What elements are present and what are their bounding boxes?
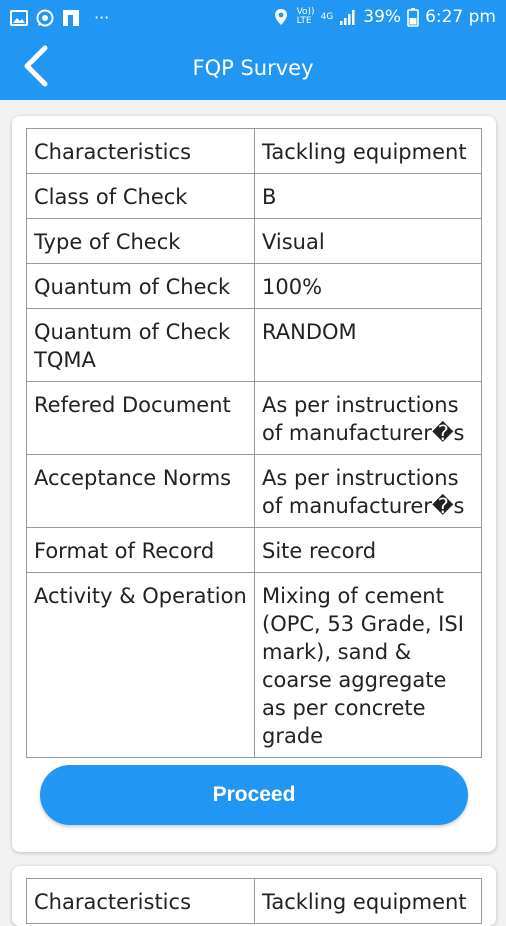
row-value: Site record: [255, 528, 482, 573]
table-row: [27, 879, 482, 924]
table-row: [27, 129, 482, 174]
status-bar: [0, 0, 506, 36]
whatsapp-icon: [36, 9, 54, 27]
survey-table: [26, 128, 482, 758]
row-label: Quantum of Check: [27, 264, 255, 309]
page-title: FQP Survey: [192, 56, 314, 80]
table-row: [27, 309, 482, 382]
signal-icon: [339, 8, 357, 26]
row-value: RANDOM: [255, 309, 482, 382]
battery-percent: 39%: [363, 7, 402, 27]
row-value: B: [255, 174, 482, 219]
table-row: [27, 264, 482, 309]
table-row: [27, 174, 482, 219]
row-label: Quantum of Check TQMA: [27, 309, 255, 382]
battery-icon: [407, 8, 419, 26]
row-label: Class of Check: [27, 174, 255, 219]
table-row: [27, 573, 482, 758]
table-row: [27, 528, 482, 573]
location-icon: [273, 8, 291, 26]
table-row: [27, 219, 482, 264]
volte-indicator: Vo)) LTE: [296, 7, 315, 26]
row-label: Activity & Operation: [27, 573, 255, 758]
image-icon: [10, 9, 28, 27]
row-value: As per instructions of manufacturer�s: [255, 382, 482, 455]
row-value: Tackling equipment: [255, 879, 482, 924]
row-value: 100%: [255, 264, 482, 309]
more-notifications: ···: [94, 8, 110, 27]
row-value: Tackling equipment: [255, 129, 482, 174]
flipboard-icon: [62, 9, 80, 27]
row-value: Mixing of cement (OPC, 53 Grade, ISI mark), sand & coarse aggregate as per concrete grade: [255, 573, 482, 758]
row-label: Refered Document: [27, 382, 255, 455]
network-type: 4G: [320, 11, 334, 22]
next-survey-card: [12, 866, 496, 926]
clock: 6:27 pm: [425, 7, 496, 27]
survey-card: [12, 116, 496, 852]
row-label: Characteristics: [27, 879, 255, 924]
table-row: [27, 455, 482, 528]
survey-table: [26, 878, 482, 924]
row-value: Visual: [255, 219, 482, 264]
row-label: Characteristics: [27, 129, 255, 174]
app-bar: [0, 36, 506, 100]
row-label: Type of Check: [27, 219, 255, 264]
row-label: Acceptance Norms: [27, 455, 255, 528]
proceed-button[interactable]: Proceed: [40, 765, 468, 825]
row-label: Format of Record: [27, 528, 255, 573]
table-row: [27, 382, 482, 455]
row-value: As per instructions of manufacturer�s: [255, 455, 482, 528]
